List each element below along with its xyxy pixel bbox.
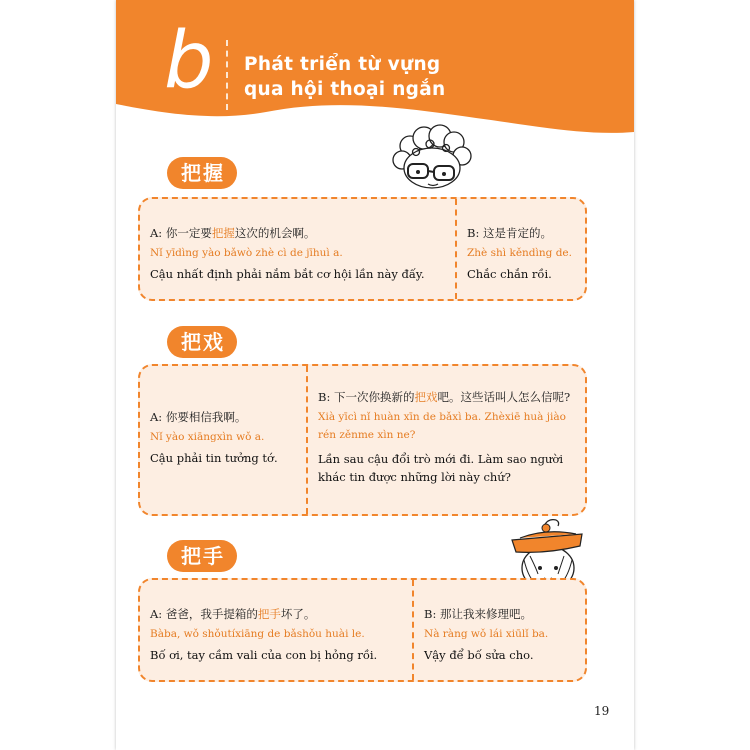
vietnamese-line: Cậu phải tin tưởng tớ.	[150, 451, 278, 465]
speaker-b-column	[412, 580, 585, 680]
pinyin-line: Nǐ yào xiāngxìn wǒ a.	[150, 431, 265, 443]
dialogue-box-2	[138, 364, 587, 516]
pinyin-line: Nà ràng wǒ lái xiūlǐ ba.	[424, 628, 549, 640]
vietnamese-line: Cậu nhất định phải nắm bắt cơ hội lần này đấy.	[150, 267, 425, 281]
title-line-2: qua hội thoại ngắn	[244, 79, 446, 100]
book-page	[116, 0, 634, 750]
section-letter: b	[164, 16, 214, 106]
chinese-text: A: 爸爸，我手提箱的	[150, 607, 258, 621]
vietnamese-line: Chắc chắn rồi.	[467, 267, 552, 281]
header-divider	[226, 40, 228, 110]
highlighted-word: 把戏	[414, 390, 438, 404]
vietnamese-line: Bố ơi, tay cầm vali của con bị hỏng rồi.	[150, 648, 378, 662]
page-number: 19	[594, 704, 610, 718]
vocab-tag-2: 把戏	[167, 326, 237, 358]
chinese-line: A: 你要相信我啊。	[150, 410, 247, 424]
vocab-tag-3: 把手	[167, 540, 237, 572]
chinese-text: 这次的机会啊。	[234, 226, 316, 240]
curly-hair-face-illustration	[388, 124, 478, 196]
highlighted-word: 把手	[257, 607, 281, 621]
chinese-line	[150, 605, 402, 623]
pinyin-line: Zhè shì kěndìng de.	[467, 247, 572, 259]
pinyin-line: Bàba, wǒ shǒutíxiāng de bǎshǒu huài le.	[150, 628, 365, 640]
vocab-tag-1: 把握	[167, 157, 237, 189]
speaker-b-column	[455, 199, 585, 299]
chinese-line: B: 那让我来修理吧。	[424, 607, 532, 621]
chinese-text: A: 你一定要	[150, 226, 212, 240]
pinyin-line: Nǐ yīdìng yào bǎwò zhè cì de jīhuì a.	[150, 247, 343, 259]
highlighted-word: 把握	[211, 226, 235, 240]
chinese-line	[150, 224, 445, 242]
speaker-a-column	[140, 199, 455, 299]
chinese-line: B: 这是肯定的。	[467, 226, 552, 240]
vietnamese-line: Lần sau cậu đổi trò mới đi. Làm sao người khác tin được những lời này chứ?	[318, 452, 564, 484]
speaker-a-column	[140, 366, 306, 514]
vietnamese-line: Vậy để bố sửa cho.	[424, 648, 534, 662]
page-title	[244, 52, 445, 102]
chinese-text: 坏了。	[280, 607, 316, 621]
speaker-a-column	[140, 580, 412, 680]
dialogue-box-3	[138, 578, 587, 682]
title-line-1: Phát triển từ vựng	[244, 54, 441, 75]
speaker-b-column	[306, 366, 585, 514]
chinese-text: 吧。这些话叫人怎么信呢?	[437, 390, 571, 404]
pinyin-line: Xià yīcì nǐ huàn xīn de bǎxì ba. Zhèxiē huà jiào rén zěnme xìn ne?	[318, 411, 566, 441]
chinese-line	[318, 388, 575, 406]
dialogue-box-1	[138, 197, 587, 301]
chinese-text: B: 下一次你换新的	[318, 390, 415, 404]
